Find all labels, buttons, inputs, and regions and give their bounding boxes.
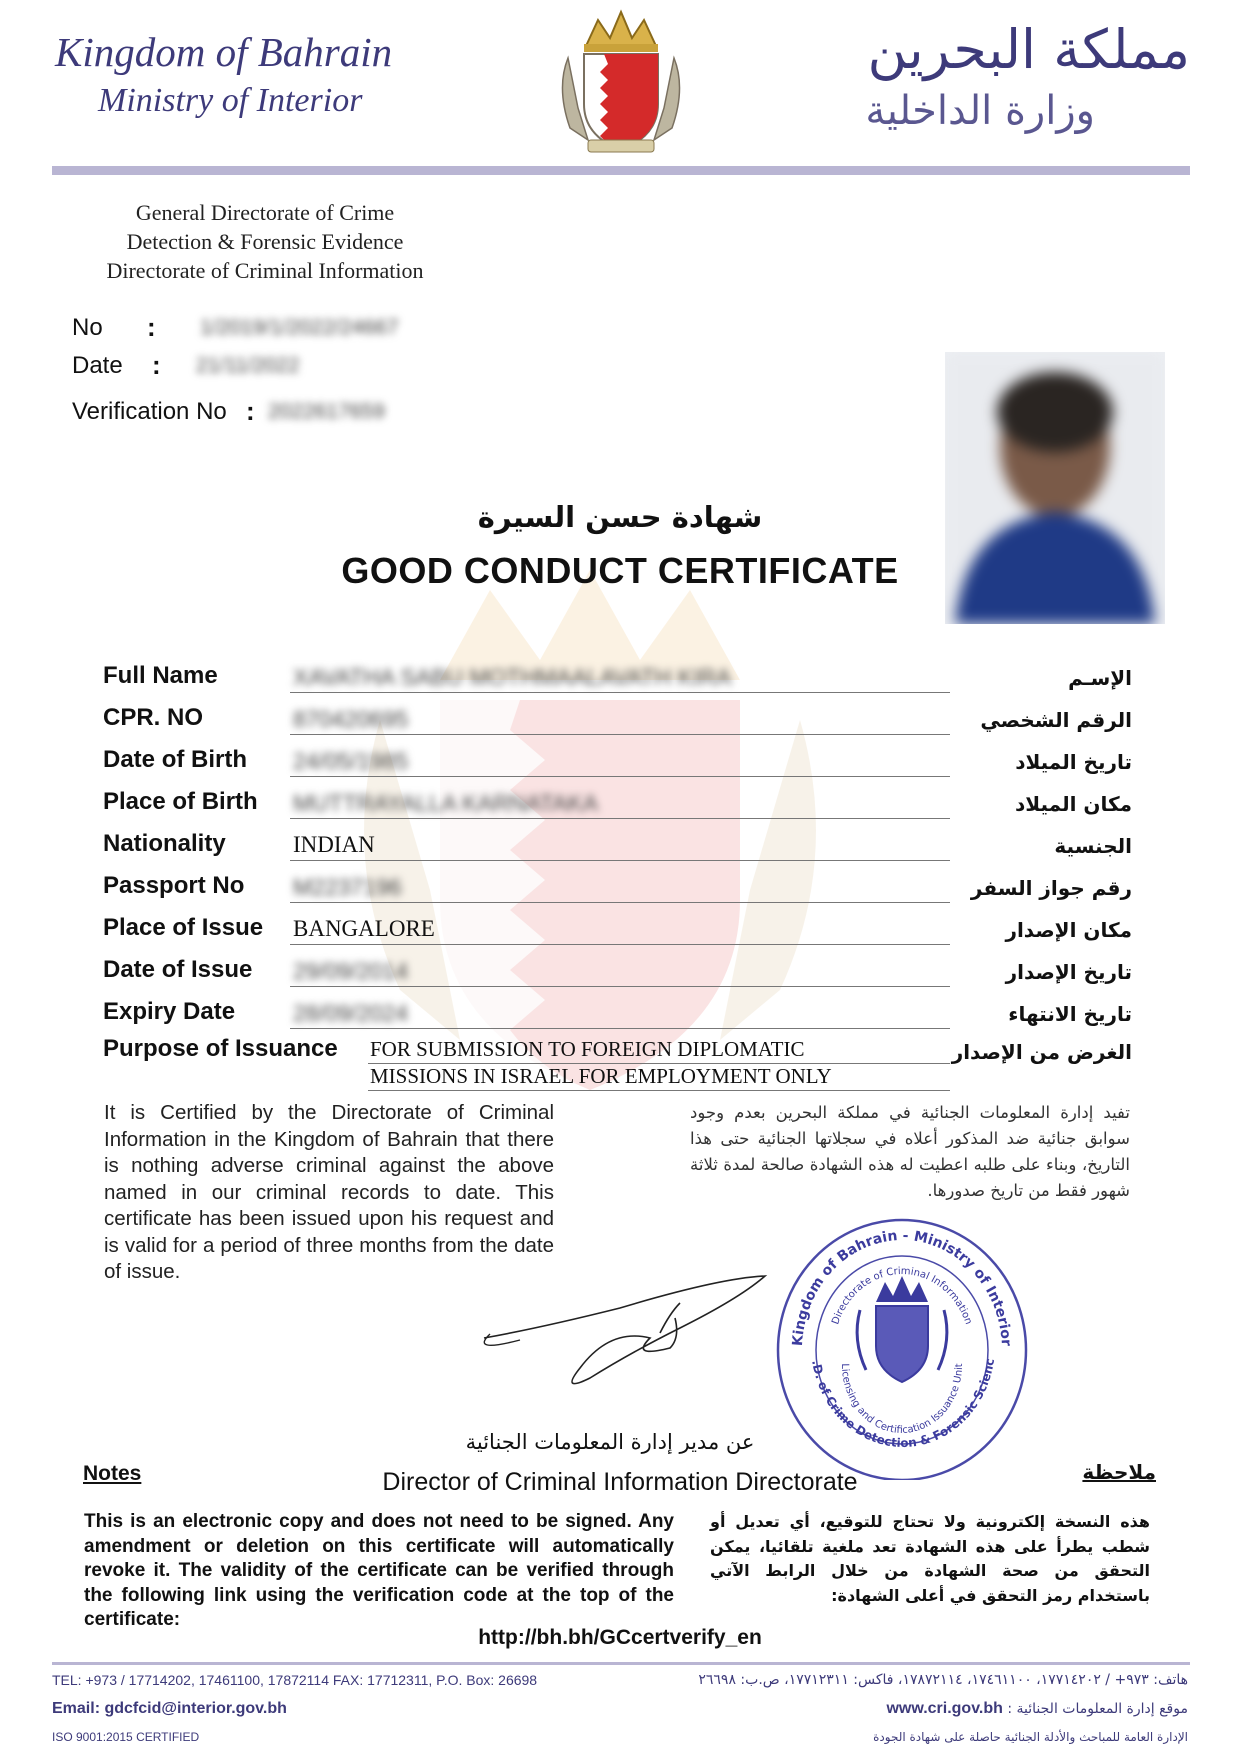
title-english: GOOD CONDUCT CERTIFICATE <box>341 550 899 591</box>
field-value: BANGALORE <box>293 916 435 941</box>
date-label: Date <box>72 352 123 379</box>
footer-website-label-ar: موقع إدارة المعلومات الجنائية : <box>1007 1701 1188 1717</box>
department-line: Directorate of Criminal Information <box>106 258 424 283</box>
footer-website-line <box>886 1700 1188 1718</box>
signatory-english: Director of Criminal Information Directorate <box>382 1468 858 1496</box>
official-stamp <box>772 1210 1032 1480</box>
verification-colon: : <box>246 396 255 426</box>
field-label: Full Name <box>103 662 218 689</box>
signatory-arabic: عن مدير إدارة المعلومات الجنائية <box>465 1430 755 1454</box>
certification-text-ar: تفيد إدارة المعلومات الجنائية في مملكة البحرين بعدم وجود سوابق جنائية ضد المذكور أعلاه في سجلاتها الجنائية حتى هذا التاريخ، وبناء على طلبه اعطيت له هذه الشهادة صالحة لمدة ثلاثة شهور فقط من تاريخ صدورها. <box>690 1103 1130 1200</box>
field-label-ar: الرقم الشخصي <box>980 708 1132 732</box>
field-underline <box>290 734 950 735</box>
stamp-outer-text: Kingdom of Bahrain - Ministry of Interior <box>789 1227 1014 1347</box>
date-value: 21/11/2022 <box>196 354 300 377</box>
header-divider <box>52 166 1190 175</box>
notes-title-en: Notes <box>83 1462 142 1485</box>
stamp-directorate-text: Directorate of Criminal Information <box>830 1265 974 1326</box>
field-value: MUTTRAYALLA KARNATAKA <box>293 790 599 816</box>
field-value: 24/05/1985 <box>293 748 409 774</box>
bahrain-emblem-logo <box>548 8 694 158</box>
kingdom-title-ar: مملكة البحرين <box>867 18 1190 81</box>
notes-text-en: This is an electronic copy and does not need to be signed. Any amendment or deletion on this certificate will automatically revoke it. The validity of the certificate can be verified through the following link using the verification code at the top of the certificate: <box>84 1511 674 1630</box>
kingdom-title-en: Kingdom of Bahrain <box>55 29 393 75</box>
field-underline <box>290 902 950 903</box>
field-label: Place of Issue <box>103 914 264 941</box>
field-label: Expiry Date <box>103 998 236 1025</box>
purpose-line: MISSIONS IN ISRAEL FOR EMPLOYMENT ONLY <box>370 1064 832 1088</box>
notes-text-ar: هذه النسخة إلكترونية ولا تحتاج للتوقيع، أي تعديل أو شطب يطرأ على هذه الشهادة تعد ملغية تلقائيا، يمكن التحقق من صحة الشهادة من خلال الرابط الآتي باستخدام رمز التحقق في أعلى الشهادة: <box>710 1512 1150 1605</box>
field-underline <box>290 692 950 693</box>
field-value: INDIAN <box>293 832 375 857</box>
field-value: 28/09/2024 <box>293 1000 409 1026</box>
department-line: Detection & Forensic Evidence <box>126 229 404 254</box>
verification-label: Verification No <box>72 398 227 425</box>
field-label: Place of Birth <box>103 788 258 815</box>
field-underline <box>290 1028 950 1029</box>
purpose-underline <box>368 1063 950 1064</box>
ministry-title-en: Ministry of Interior <box>98 82 363 119</box>
field-label-ar: تاريخ الانتهاء <box>1008 1002 1132 1026</box>
purpose-label-ar: الغرض من الإصدار <box>951 1040 1132 1064</box>
watermark-emblem <box>330 560 850 1120</box>
field-value: 29/09/2014 <box>293 958 409 984</box>
purpose-line: FOR SUBMISSION TO FOREIGN DIPLOMATIC <box>370 1037 805 1061</box>
field-label-ar: الإسـم <box>1068 666 1132 690</box>
field-underline <box>290 818 950 819</box>
field-underline <box>290 944 950 945</box>
purpose-label: Purpose of Issuance <box>103 1035 338 1062</box>
ministry-title-ar: وزارة الداخلية <box>865 88 1095 134</box>
department-block <box>80 198 450 285</box>
department-line: General Directorate of Crime <box>135 200 395 225</box>
signature <box>480 1268 780 1403</box>
notes-title-ar: ملاحظة <box>1082 1460 1156 1484</box>
footer-email[interactable]: Email: gdcfcid@interior.gov.bh <box>52 1700 287 1717</box>
field-label: Date of Birth <box>103 746 247 773</box>
no-colon: : <box>147 312 156 342</box>
footer-tel-en: TEL: +973 / 17714202, 17461100, 17872114 FAX: 17712311, P.O. Box: 26698 <box>52 1672 538 1688</box>
field-label: Date of Issue <box>103 956 253 983</box>
certification-text-en: It is Certified by the Directorate of Criminal Information in the Kingdom of Bahrain that there is nothing adverse criminal against the above named in our criminal records to date. This certificate has been issued upon his request and is valid for a period of three months from the date of issue. <box>104 1101 554 1283</box>
title-arabic: شهادة حسن السيرة <box>477 500 763 534</box>
footer-iso-ar: الإدارة العامة للمباحث والأدلة الجنائية حاصلة على شهادة الجودة <box>873 1730 1188 1744</box>
stamp-bottom-text: .D. of Crime Detection & Forensic Scienc <box>809 1357 998 1451</box>
field-label-ar: تاريخ الميلاد <box>1015 750 1132 774</box>
field-label-ar: مكان الميلاد <box>1015 792 1132 816</box>
verification-link[interactable]: http://bh.bh/GCcertverify_en <box>478 1626 762 1649</box>
field-underline <box>290 986 950 987</box>
field-value: M2237196 <box>293 874 402 900</box>
no-value: 1/2019/1/2022/24667 <box>200 316 399 339</box>
footer-iso: ISO 9001:2015 CERTIFIED <box>52 1730 200 1744</box>
verification-value: 2022617659 <box>268 400 385 423</box>
stamp-inner-text: Licensing and Certification Issuance Unit <box>838 1363 966 1437</box>
field-underline <box>290 776 950 777</box>
date-colon: : <box>152 350 161 380</box>
field-label-ar: تاريخ الإصدار <box>1005 960 1132 984</box>
field-label-ar: رقم جواز السفر <box>970 876 1132 900</box>
field-underline <box>290 860 950 861</box>
no-label: No <box>72 314 103 341</box>
field-value: XAVATHA SABU MOTHMAALAVATH KIRA <box>293 664 732 690</box>
field-value: 870420695 <box>293 706 409 732</box>
footer-website[interactable]: www.cri.gov.bh <box>886 1700 1003 1717</box>
footer-tel-ar: هاتف: ٩٧٣+ / ١٧٧١٤٢٠٢، ١٧٤٦١١٠٠، ١٧٨٧٢١١٤، فاكس: ١٧٧١٢٣١١، ص.ب: ٢٦٦٩٨ <box>698 1672 1188 1688</box>
footer-divider <box>52 1662 1190 1665</box>
field-label: CPR. NO <box>103 704 204 731</box>
field-label: Nationality <box>103 830 226 857</box>
purpose-underline <box>368 1090 950 1091</box>
field-label-ar: الجنسية <box>1054 834 1132 858</box>
field-label-ar: مكان الإصدار <box>1005 918 1132 942</box>
field-label: Passport No <box>103 872 245 899</box>
